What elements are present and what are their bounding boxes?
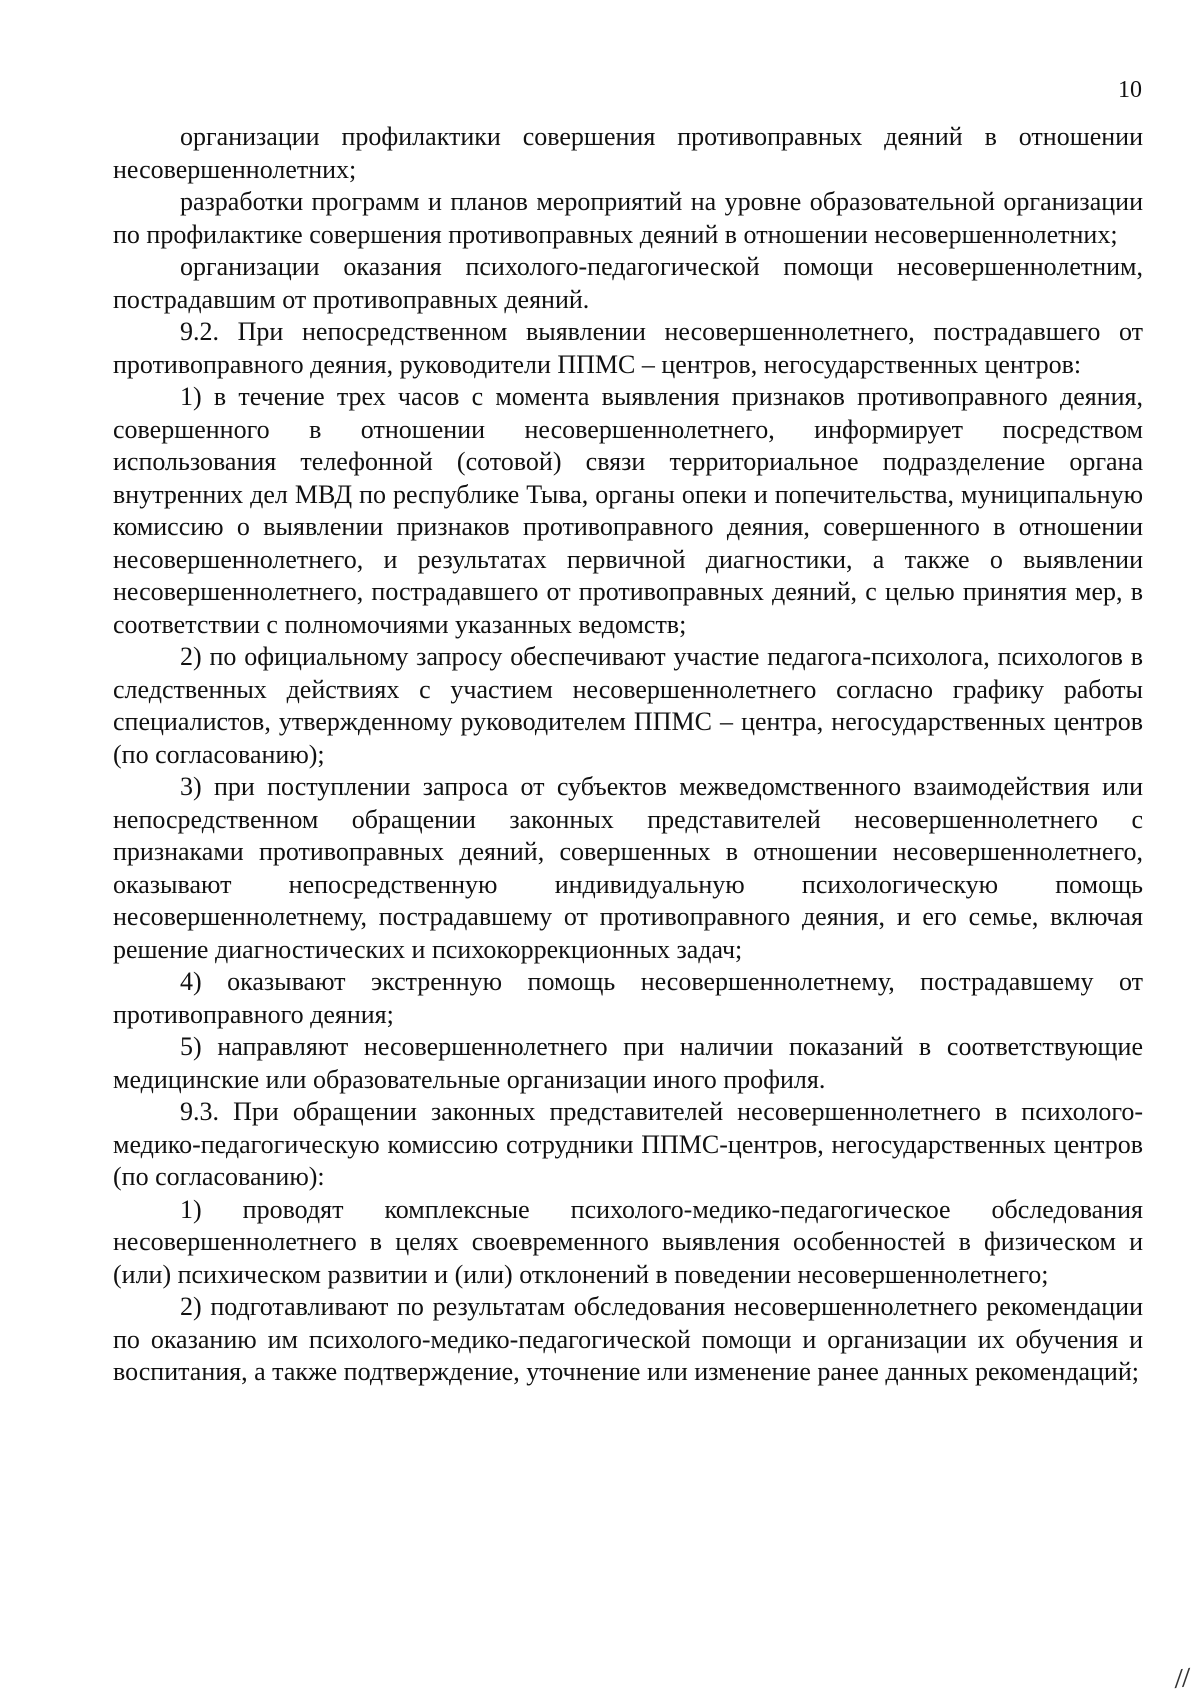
handwritten-mark: // (1173, 1665, 1192, 1692)
paragraph: 1) в течение трех часов с момента выявления признаков противоправного деяния, совершенного в отношении несовершеннолетнего, информирует посредством использования телефонной (сотовой) связи территориальное подразделение органа внутренних дел МВД по республике Тыва, органы опеки и попечительства, муниципальную комиссию о выявлении признаков противоправного деяния, совершенного в отношении несовершеннолетнего, и результатах первичной диагностики, а также о выявлении несовершеннолетнего, пострадавшего от противоправных деяний, с целью принятия мер, в соответствии с полномочиями указанных ведомств; (113, 382, 1143, 639)
paragraph: организации профилактики совершения противоправных деяний в отношении несовершеннолетних; (113, 122, 1143, 184)
paragraph: организации оказания психолого-педагогической помощи несовершеннолетним, пострадавшим от противоправных деяний. (113, 252, 1143, 314)
page-number: 10 (1118, 77, 1142, 103)
paragraph: 9.2. При непосредственном выявлении несовершеннолетнего, пострадавшего от противоправного деяния, руководители ППМС – центров, негосударственных центров: (113, 317, 1143, 379)
paragraph: 2) по официальному запросу обеспечивают участие педагога-психолога, психологов в следственных действиях с участием несовершеннолетнего согласно графику работы специалистов, утвержденному руководителем ППМС – центра, негосударственных центров (по согласованию); (113, 642, 1143, 769)
paragraph: 1) проводят комплексные психолого-медико-педагогическое обследования несовершеннолетнего в целях своевременного выявления особенностей в физическом и (или) психическом развитии и (или) отклонений в поведении несовершеннолетнего; (113, 1194, 1143, 1289)
paragraph: 3) при поступлении запроса от субъектов межведомственного взаимодействия или непосредственном обращении законных представителей несовершеннолетнего с признаками противоправных деяний, совершенных в отношении несовершеннолетнего, оказывают непосредственную индивидуальную психологическую помощь несовершеннолетнему, пострадавшему от противоправного деяния, и его семье, включая решение диагностических и психокоррекционных задач; (113, 772, 1143, 964)
paragraph: 2) подготавливают по результатам обследования несовершеннолетнего рекомендации по оказанию им психолого-медико-педагогической помощи и организации их обучения и воспитания, а также подтверждение, уточнение или изменение ранее данных рекомендаций; (113, 1292, 1143, 1386)
paragraph: разработки программ и планов мероприятий на уровне образовательной организации по профилактике совершения противоправных деяний в отношении несовершеннолетних; (113, 187, 1143, 249)
body-text (113, 121, 1143, 1389)
paragraph: 5) направляют несовершеннолетнего при наличии показаний в соответствующие медицинские или образовательные организации иного профиля. (113, 1032, 1143, 1094)
paragraph: 4) оказывают экстренную помощь несовершеннолетнему, пострадавшему от противоправного деяния; (113, 967, 1143, 1029)
paragraph: 9.3. При обращении законных представителей несовершеннолетнего в психолого-медико-педагогическую комиссию сотрудники ППМС-центров, негосударственных центров (по согласованию): (113, 1097, 1143, 1191)
